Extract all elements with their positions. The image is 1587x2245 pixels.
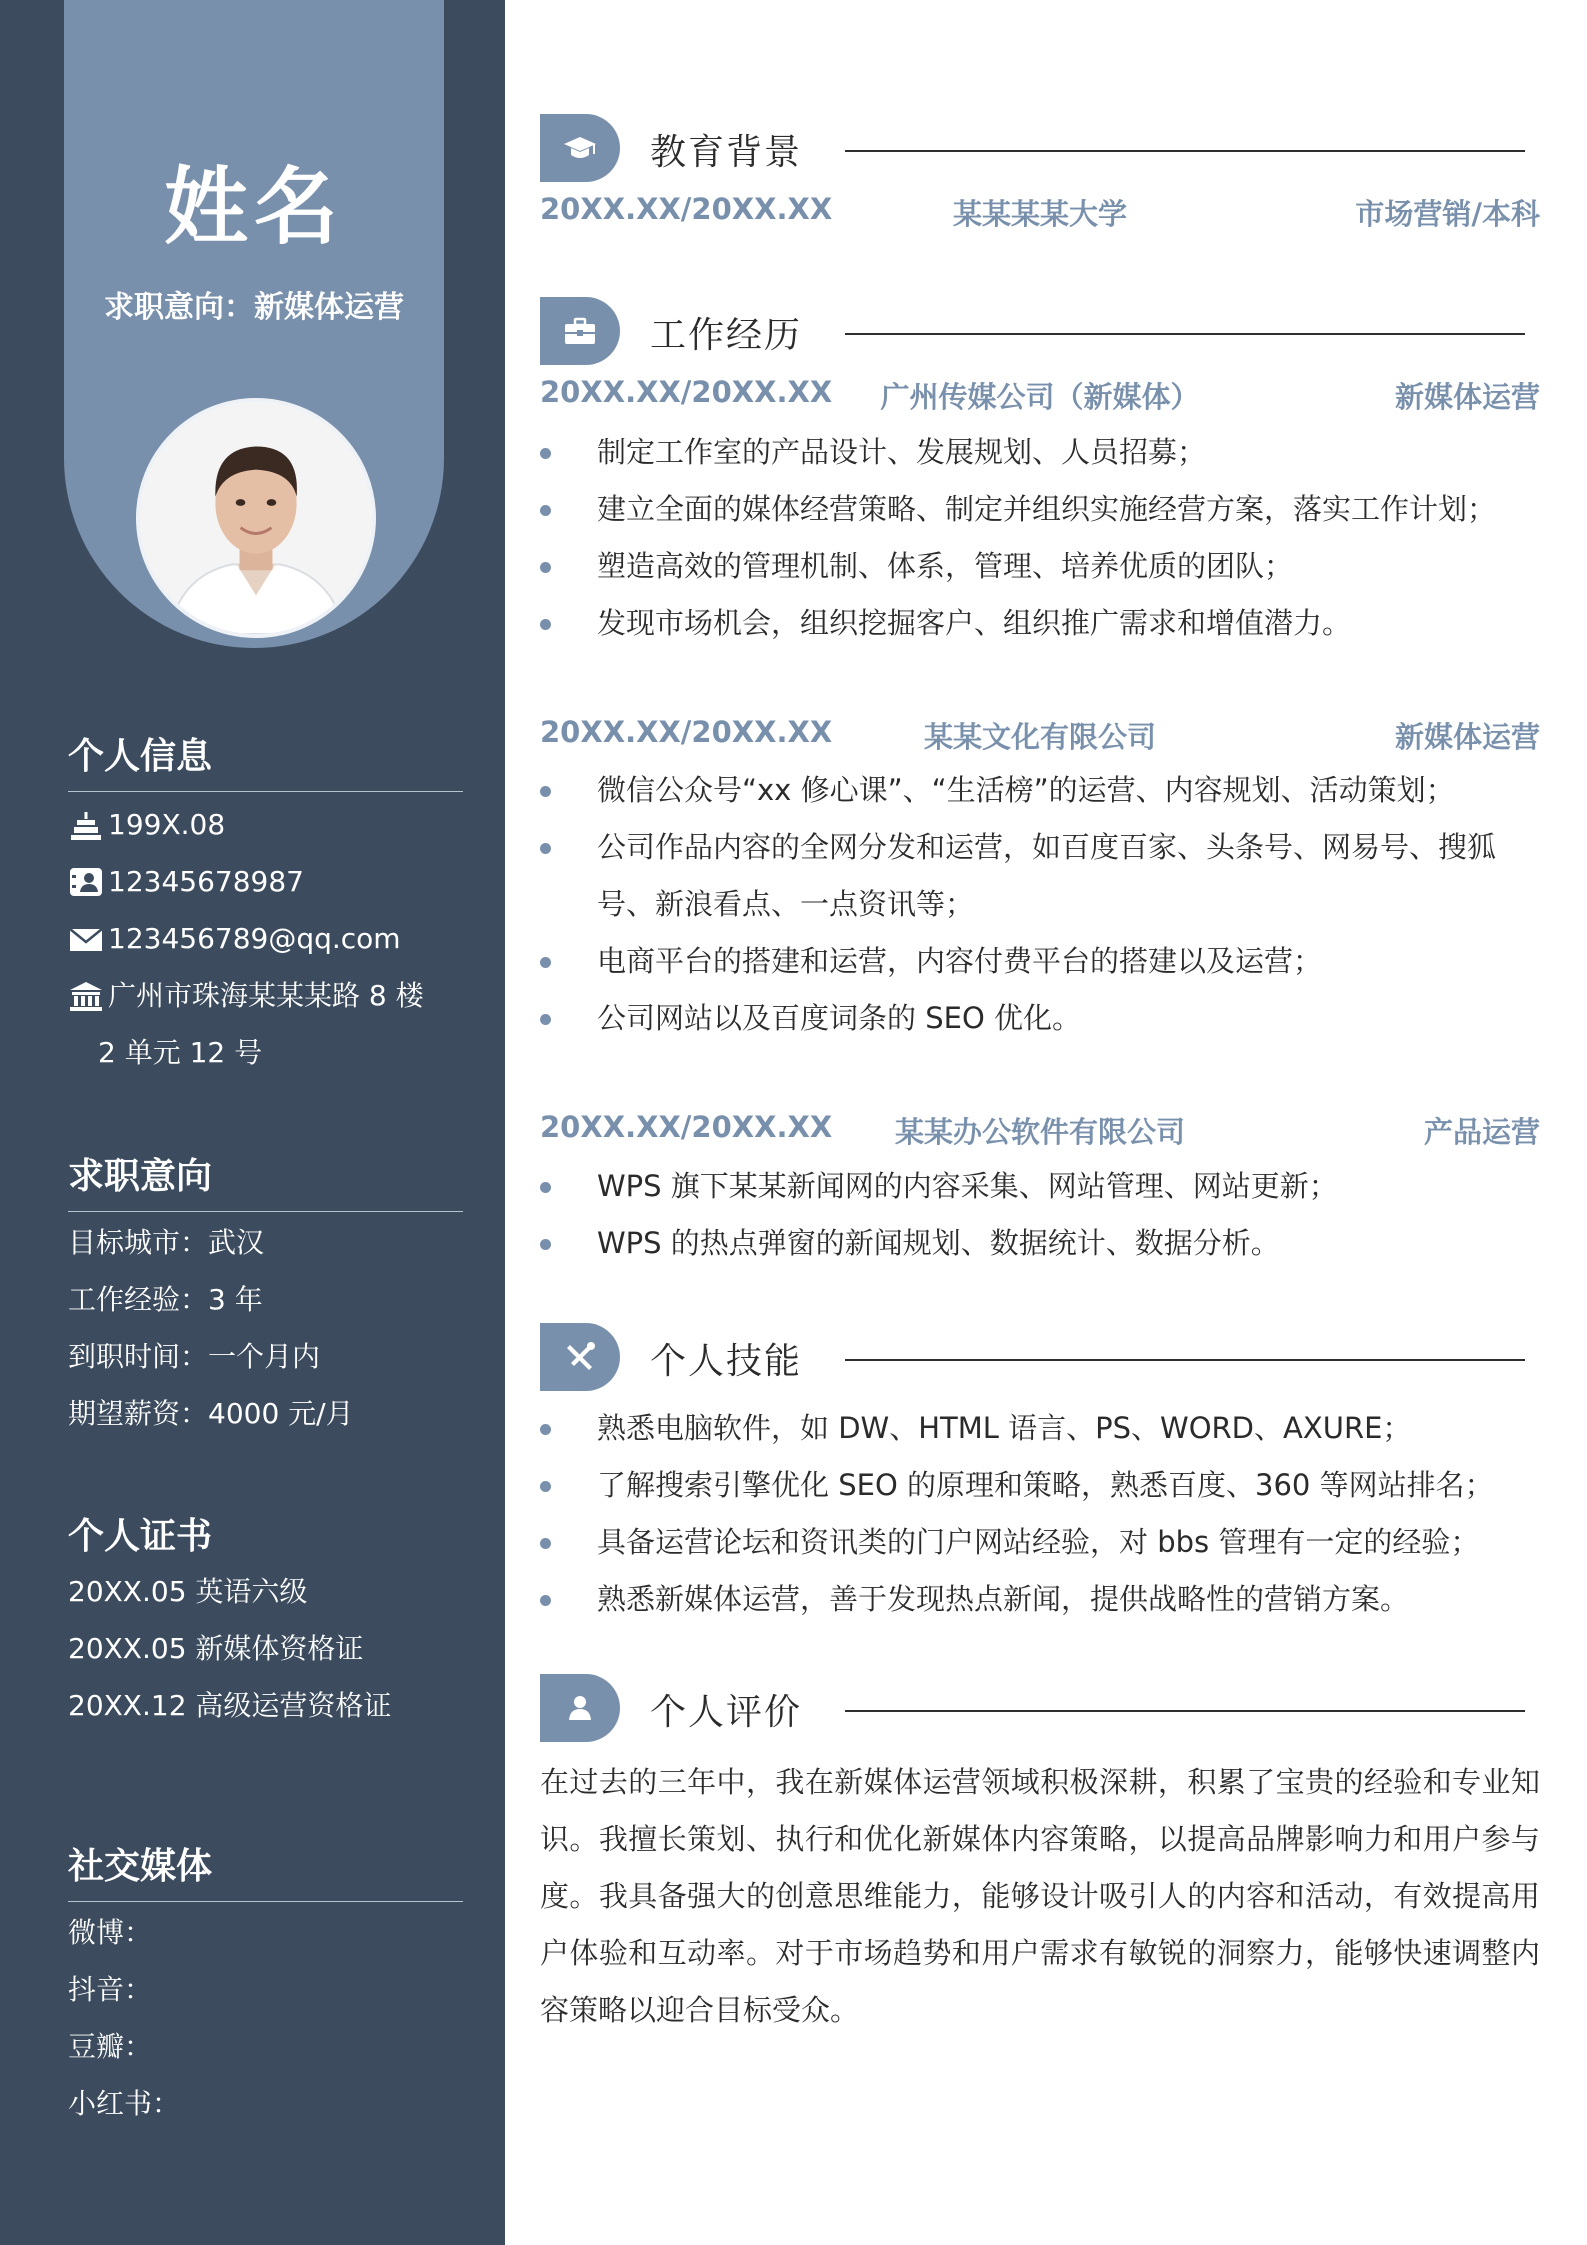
- education-school: 某某某某大学: [952, 197, 1127, 231]
- profile-header: [64, 0, 444, 648]
- list-item: 微信公众号“xx 修心课”、“生活榜”的运营、内容规划、活动策划；: [540, 762, 1540, 819]
- address-row: [68, 967, 463, 1024]
- phone-number[interactable]: 12345678987: [108, 865, 304, 898]
- skills-divider: [845, 1359, 1525, 1361]
- list-item: 建立全面的媒体经营策略、制定并组织实施经营方案，落实工作计划；: [540, 481, 1540, 538]
- skills-title: 个人技能: [650, 1341, 803, 1382]
- candidate-name: 姓名: [163, 158, 344, 256]
- social-douyin[interactable]: 抖音：: [68, 1973, 153, 2006]
- job-date: 20XX.XX/20XX.XX: [540, 1110, 833, 1144]
- list-item: 熟悉电脑软件，如 DW、HTML 语言、PS、WORD、AXURE；: [540, 1400, 1540, 1457]
- personal-info-section: [68, 728, 463, 1081]
- job-company: 某某文化有限公司: [923, 720, 1156, 754]
- job-role: 产品运营: [1423, 1115, 1540, 1149]
- job-intent-title: 求职意向: [68, 1148, 463, 1212]
- avatar: [136, 398, 376, 638]
- phone-contact-icon: [68, 865, 104, 899]
- list-item: 了解搜索引擎优化 SEO 的原理和策略，熟悉百度、360 等网站排名；: [540, 1457, 1540, 1514]
- graduation-cap-icon: [562, 130, 598, 166]
- list-item: 塑造高效的管理机制、体系，管理、培养优质的团队；: [540, 538, 1540, 595]
- education-row: [540, 192, 1540, 232]
- social-weibo[interactable]: 微博：: [68, 1916, 153, 1949]
- job-intent-headline: 求职意向：新媒体运营: [104, 290, 404, 325]
- list-item: 电商平台的搭建和运营，内容付费平台的搭建以及运营；: [540, 933, 1540, 990]
- skills-header: [540, 1323, 1540, 1393]
- certificates-title: 个人证书: [68, 1516, 213, 1557]
- address-line2: 2 单元 12 号: [98, 1036, 263, 1069]
- expected-salary: 期望薪资：4000 元/月: [68, 1397, 354, 1430]
- birth-date: 199X.08: [108, 808, 226, 841]
- briefcase-icon: [562, 313, 598, 349]
- certificate-item: 20XX.05 新媒体资格证: [68, 1632, 364, 1665]
- list-item: 公司网站以及百度词条的 SEO 优化。: [540, 990, 1540, 1047]
- evaluation-text: 在过去的三年中，我在新媒体运营领域积极深耕，积累了宝贵的经验和专业知识。我擅长策划、执行和优化新媒体内容策略，以提高品牌影响力和用户参与度。我具备强大的创意思维能力，能够设计吸引人的内容和活动，有效提高用户体验和互动率。对于市场趋势和用户需求有敏锐的洞察力，能够快速调整内容策略以迎合目标受众。: [540, 1765, 1540, 2027]
- evaluation-header: [540, 1674, 1540, 1744]
- social-xiaohongshu[interactable]: 小红书：: [68, 2087, 181, 2120]
- job-intent-section: [68, 1148, 463, 1442]
- cake-icon: [68, 808, 104, 842]
- work-header: [540, 297, 1540, 367]
- job-row: [540, 715, 1540, 755]
- mail-icon: [68, 922, 104, 956]
- phone-row: [68, 853, 463, 910]
- work-icon-badge: [540, 297, 620, 365]
- evaluation-divider: [845, 1710, 1525, 1712]
- job-row: [540, 1110, 1540, 1150]
- education-icon-badge: [540, 114, 620, 182]
- evaluation-title: 个人评价: [650, 1692, 803, 1733]
- building-icon: [68, 979, 104, 1013]
- list-item: 公司作品内容的全网分发和运营，如百度百家、头条号、网易号、搜狐号、新浪看点、一点资讯等；: [540, 819, 1540, 933]
- list-item: 制定工作室的产品设计、发展规划、人员招募；: [540, 424, 1540, 481]
- sidebar: [0, 0, 505, 2245]
- list-item: 具备运营论坛和资讯类的门户网站经验，对 bbs 管理有一定的经验；: [540, 1514, 1540, 1571]
- person-icon: [562, 1690, 598, 1726]
- education-title: 教育背景: [650, 132, 803, 173]
- address-line1: 广州市珠海某某某路 8 楼: [108, 979, 424, 1012]
- job-date: 20XX.XX/20XX.XX: [540, 375, 833, 409]
- target-city: 目标城市：武汉: [68, 1226, 265, 1259]
- job-company: 某某办公软件有限公司: [894, 1115, 1185, 1149]
- list-item: 发现市场机会，组织挖掘客户、组织推广需求和增值潜力。: [540, 595, 1540, 652]
- job-date: 20XX.XX/20XX.XX: [540, 715, 833, 749]
- skills-list: [540, 1400, 1540, 1628]
- certificates-section: [68, 1508, 463, 1734]
- tools-icon: [562, 1339, 598, 1375]
- list-item: WPS 旗下某某新闻网的内容采集、网站管理、网站更新；: [540, 1158, 1540, 1215]
- portrait-image: [140, 402, 372, 634]
- work-experience: 工作经验：3 年: [68, 1283, 263, 1316]
- email-row: [68, 910, 463, 967]
- education-major: 市场营销/本科: [1355, 197, 1540, 231]
- certificate-item: 20XX.12 高级运营资格证: [68, 1689, 392, 1722]
- certificate-item: 20XX.05 英语六级: [68, 1575, 308, 1608]
- job-bullets: [540, 424, 1540, 652]
- start-time: 到职时间：一个月内: [68, 1340, 321, 1373]
- education-header: [540, 114, 1540, 184]
- birth-row: [68, 796, 463, 853]
- social-media-section: [68, 1838, 463, 2132]
- work-divider: [845, 333, 1525, 335]
- social-media-title: 社交媒体: [68, 1838, 463, 1902]
- job-bullets: [540, 1158, 1540, 1272]
- email-address[interactable]: 123456789@qq.com: [108, 922, 401, 955]
- list-item: WPS 的热点弹窗的新闻规划、数据统计、数据分析。: [540, 1215, 1540, 1272]
- social-douban[interactable]: 豆瓣：: [68, 2030, 153, 2063]
- education-date: 20XX.XX/20XX.XX: [540, 192, 833, 226]
- evaluation-icon-badge: [540, 1674, 620, 1742]
- personal-info-title: 个人信息: [68, 728, 463, 792]
- job-bullets: [540, 762, 1540, 1047]
- job-role: 新媒体运营: [1394, 720, 1540, 754]
- job-company: 广州传媒公司（新媒体）: [880, 380, 1200, 414]
- list-item: 熟悉新媒体运营，善于发现热点新闻，提供战略性的营销方案。: [540, 1571, 1540, 1628]
- skills-icon-badge: [540, 1323, 620, 1391]
- work-title: 工作经历: [650, 315, 803, 356]
- education-divider: [845, 150, 1525, 152]
- job-role: 新媒体运营: [1394, 380, 1540, 414]
- job-row: [540, 375, 1540, 415]
